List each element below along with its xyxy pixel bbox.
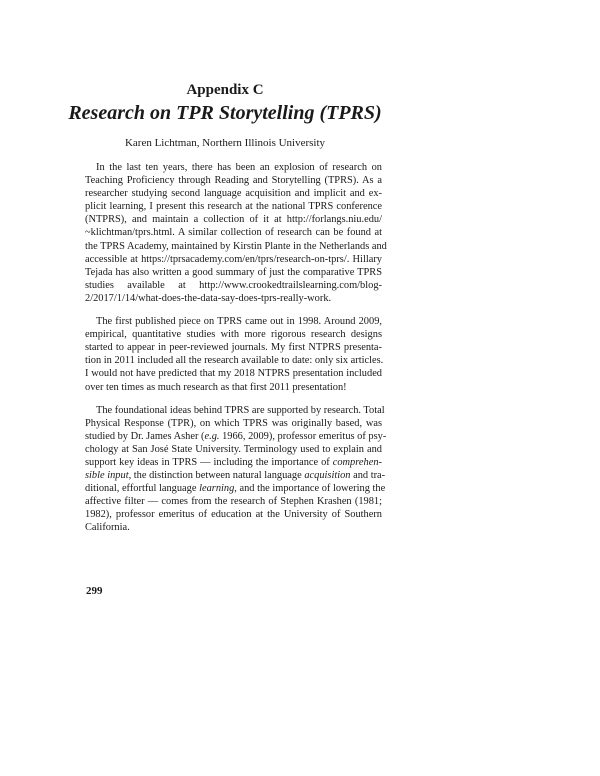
text-line: (NTPRS), and maintain a collection of it at http://forlangs.niu.edu/: [85, 214, 382, 226]
text-line: empirical, quantitative studies with more rigorous research designs: [85, 329, 382, 341]
text-line: 2/2017/1/14/what-does-the-data-say-does-tprs-really-work.: [85, 292, 332, 304]
text-line: affective filter — comes from the research of Stephen Krashen (1981;: [85, 496, 382, 508]
text-line: I would not have predicted that my 2018 NTPRS presentation included: [85, 368, 382, 380]
text-line: Tejada has also written a good summary of just the comparative TPRS: [85, 266, 382, 278]
text-line: over ten times as much research as that first 2011 presentation!: [85, 381, 347, 393]
text-line: sible input, the distinction between natural language acquisition and tra-: [85, 470, 386, 482]
text-line: the TPRS Academy, maintained by Kirstin Plante in the Netherlands and: [85, 240, 387, 252]
text-line: support key ideas in TPRS — including the importance of comprehen-: [85, 456, 382, 468]
text-line: ditional, effortful language learning, and the importance of lowering the: [85, 483, 386, 495]
text-line: researcher studying second language acquisition and implicit and ex-: [85, 188, 382, 200]
author-line: Karen Lichtman, Northern Illinois University: [124, 137, 326, 149]
paragraph-1: [85, 161, 387, 305]
appendix-label: Appendix C: [186, 82, 264, 98]
text-line: tion in 2011 included all the research available to date: only six articles.: [85, 355, 384, 367]
text-line: The first published piece on TPRS came out in 1998. Around 2009,: [96, 316, 382, 328]
chapter-title: Research on TPR Storytelling (TPRS): [68, 102, 382, 124]
text-line: In the last ten years, there has been an explosion of research on: [96, 162, 382, 173]
text-line: The foundational ideas behind TPRS are supported by research. Total: [96, 404, 385, 416]
text-line: plicit learning, I present this research at the national TPRS conference: [85, 201, 382, 213]
paragraph-3: [85, 404, 387, 535]
text-line: accessible at https://tprsacademy.com/en/tprs/research-on-tprs/. Hillary: [85, 253, 382, 265]
text-line: started to appear in peer-reviewed journals. My first NTPRS presenta-: [85, 342, 382, 354]
text-line: Physical Response (TPR), on which TPRS was originally based, was: [85, 417, 382, 429]
text-line: 1982), professor emeritus of education at the University of Southern: [85, 509, 382, 521]
text-line: California.: [85, 522, 130, 534]
page-number: 299: [86, 585, 103, 597]
text-line: Teaching Proficiency through Reading and Storytelling (TPRS). As a: [85, 175, 382, 187]
text-line: ~klichtman/tprs.html. A similar collection of research can be found at: [85, 227, 382, 239]
text-line: studied by Dr. James Asher (e.g. 1966, 2009), professor emeritus of psy-: [85, 430, 387, 442]
text-line: studies available at http://www.crookedtrailslearning.com/blog-: [85, 279, 382, 291]
text-line: chology at San José State University. Terminology used to explain and: [85, 443, 382, 455]
body-text: [85, 161, 387, 545]
paragraph-2: [85, 315, 382, 394]
